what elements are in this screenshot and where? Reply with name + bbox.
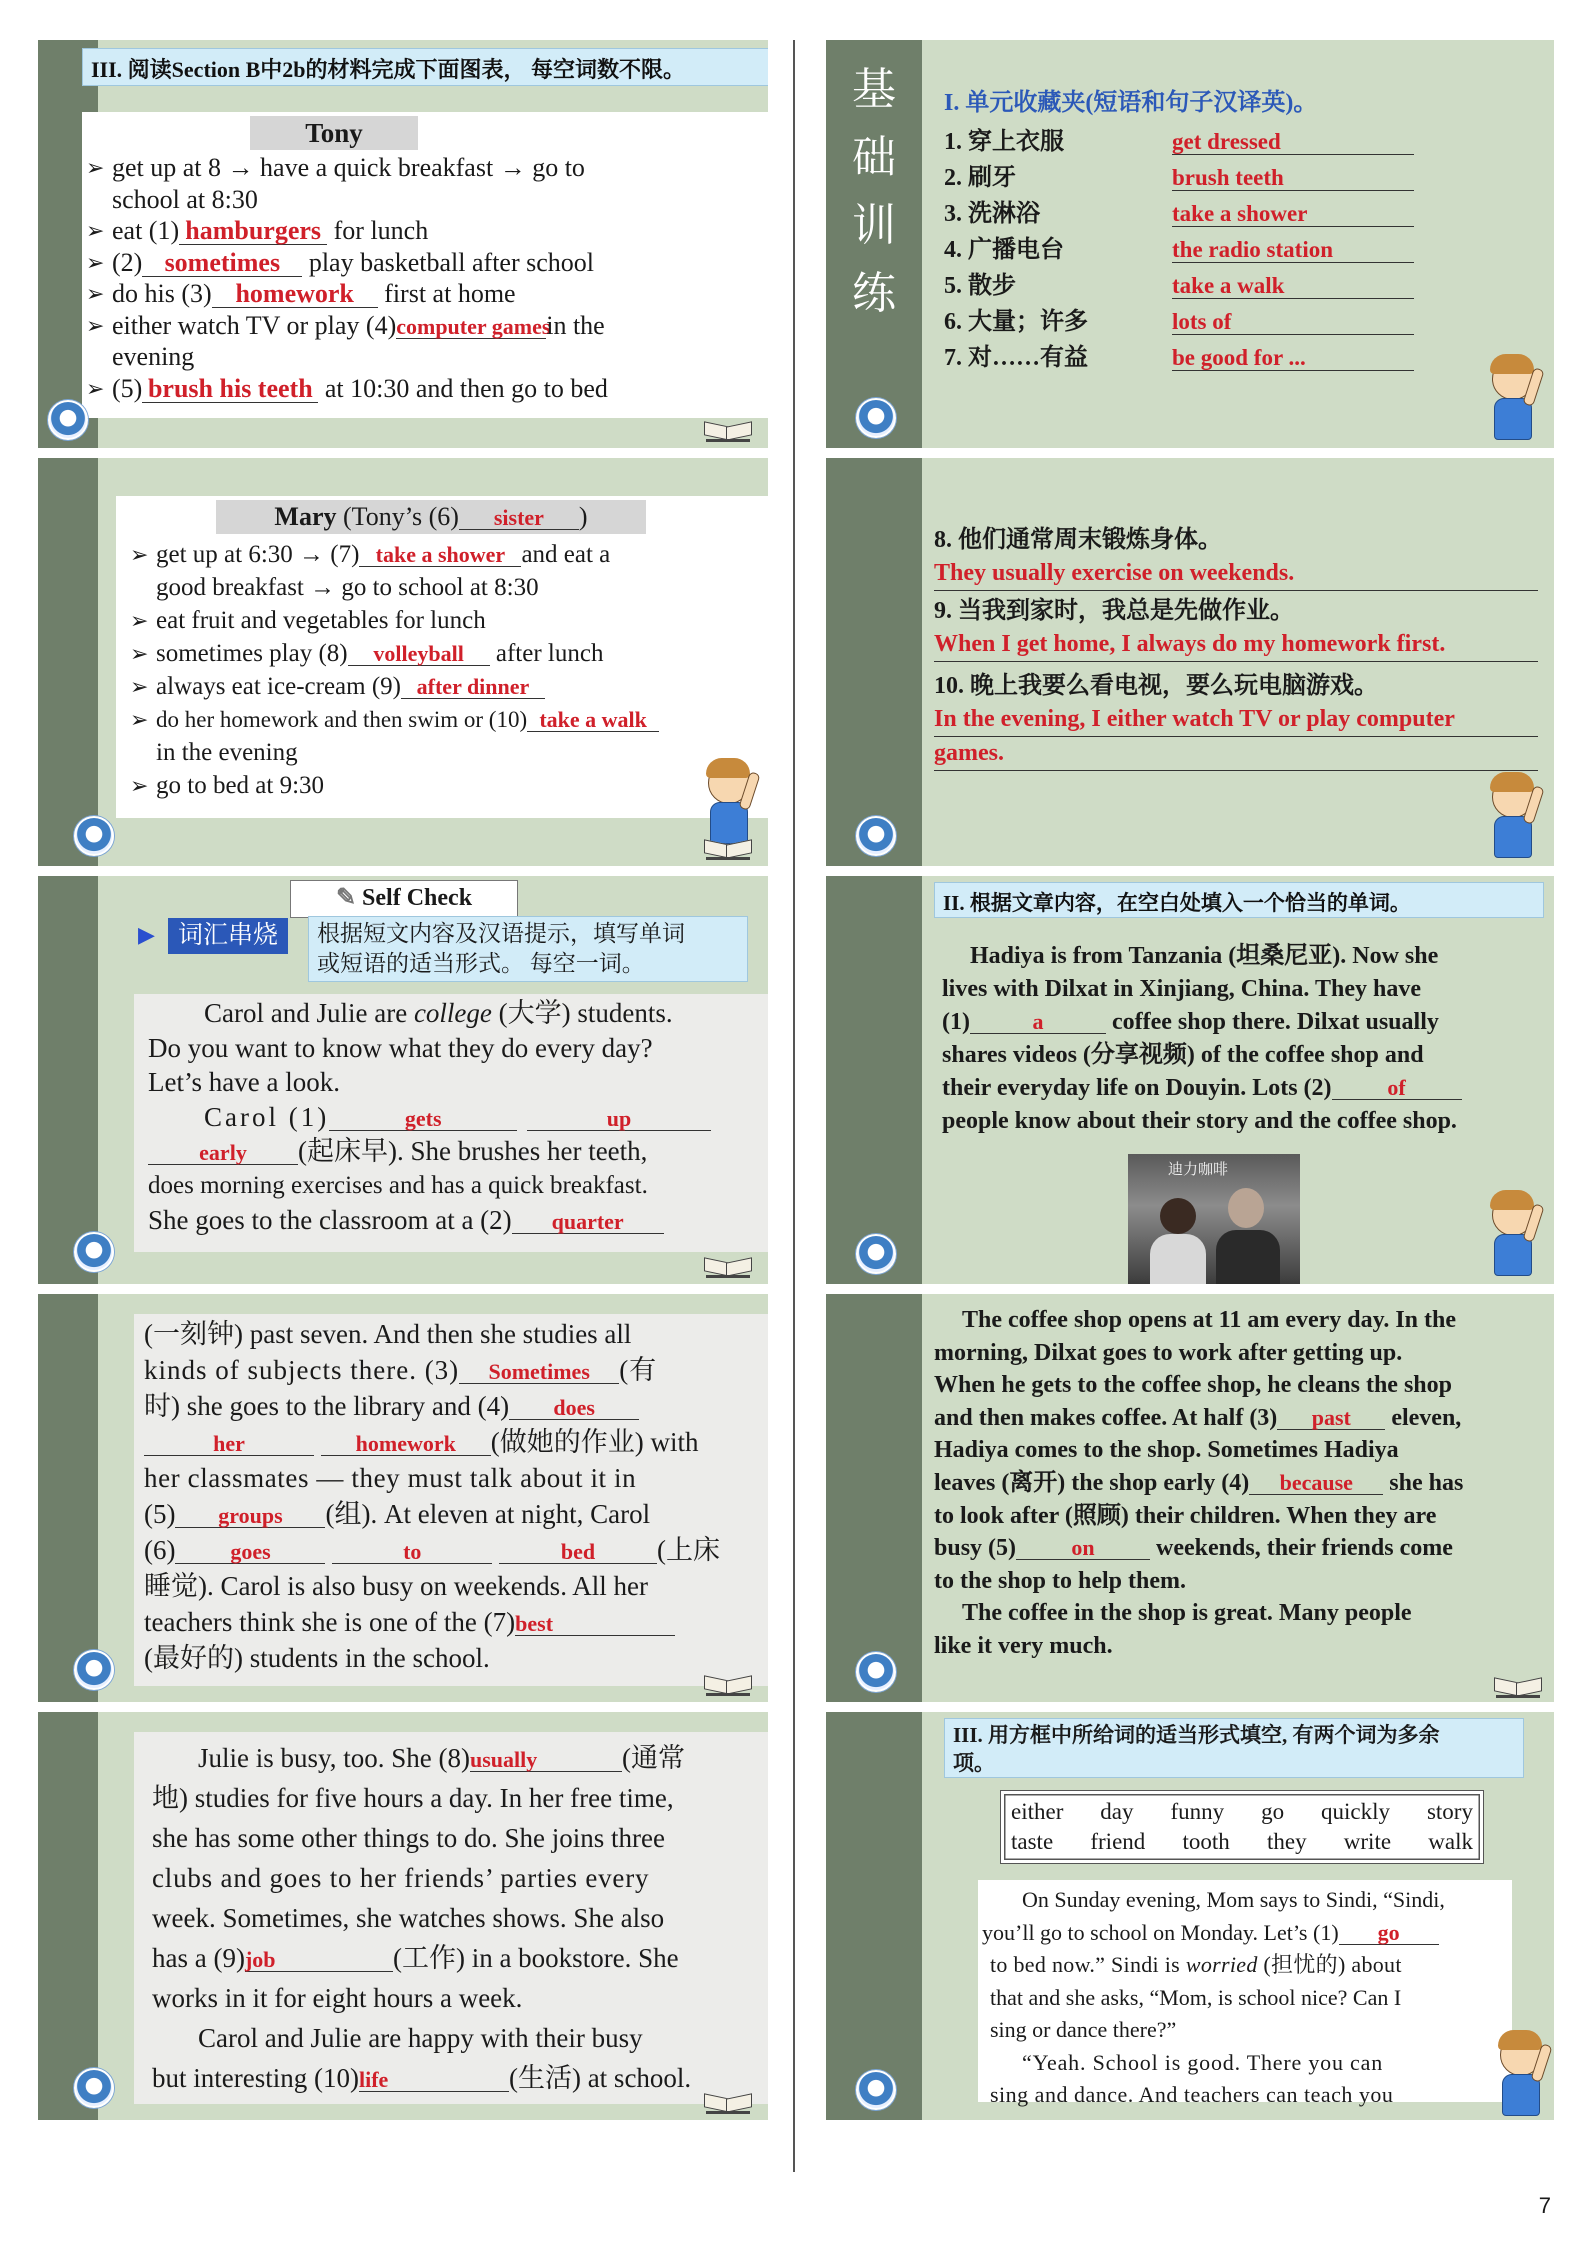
- answer-1: a: [970, 1010, 1106, 1034]
- couple-photo: [1128, 1154, 1300, 1284]
- sentence-answer-10b: games.: [934, 737, 1538, 771]
- arrow-bullet-icon: ➢: [130, 641, 149, 666]
- column-divider: [793, 40, 795, 2172]
- exercise-header: II. 根据文章内容，在空白处填入一个恰当的单词。: [934, 882, 1544, 918]
- answer-1-gets: gets: [329, 1107, 517, 1131]
- sentence-answer-10: In the evening, I either watch TV or play computer: [934, 703, 1538, 737]
- school-logo-icon: [74, 1232, 114, 1272]
- answer-5: groups: [175, 1504, 325, 1528]
- answer-1: hamburgers: [179, 217, 327, 245]
- phrase-answer: the radio station: [1172, 238, 1414, 263]
- answer-10: take a walk: [527, 708, 659, 732]
- exercise-header: III. 阅读Section B中2b的材料完成下面图表， 每空词数不限。: [82, 48, 768, 86]
- answer-1-early: early: [148, 1141, 298, 1165]
- school-logo-icon: [74, 1650, 114, 1690]
- answer-7: take a shower: [359, 543, 521, 567]
- passage-lines: The coffee shop opens at 11 am every day. In the morning, Dilxat goes to work after getting up. When he gets to the coffee shop, he cleans the shop and then makes coffee. At half (3) past eleven, Hadiya comes to the shop. Sometimes Hadiya leaves (离开) the shop early (4) because she has to look after (照顾) their children. When they are busy (5) on weekends, their friends come to the shop to help them. The coffee in the shop is great. Many people like it very much.: [934, 1307, 1464, 1659]
- sentence-answer-8: They usually exercise on weekends.: [934, 557, 1538, 591]
- slide-carol-passage: [38, 1294, 768, 1702]
- arrow-bullet-icon: ➢: [86, 281, 105, 306]
- word-option: tooth: [1182, 1829, 1230, 1854]
- open-book-icon: [702, 416, 754, 442]
- slide-sidebar: [826, 1712, 922, 2120]
- answer-6: sister: [459, 506, 579, 530]
- mary-lines: ➢ get up at 6:30 → (7) take a shower and eat a good breakfast → go to school at 8:30 ➢ eat fruit and vegetables for lunch ➢ sometimes play (8) volleyball after lunch ➢ always eat ice-cream (9) after dinner ➢ do her homework and then swim or (10) take a walk in the evening ➢ go to bed at 9:30: [130, 538, 659, 802]
- answer-8: volleyball: [348, 642, 490, 666]
- phrase-answer: take a shower: [1172, 202, 1414, 227]
- answer-6-bed: bed: [499, 1540, 657, 1564]
- word-option: day: [1100, 1799, 1134, 1824]
- answer-2: of: [1332, 1076, 1462, 1100]
- phrase-list: 1. 穿上衣服 get dressed 2. 刷牙 brush teeth 3. 洗淋浴 take a shower 4. 广播电台 the radio station 5. 散步 take a walk 6. 大量；许多 lots of 7. 对……有益 be good for ...: [944, 124, 1414, 376]
- school-logo-icon: [856, 816, 896, 856]
- self-check-label: ✎ Self Check: [290, 880, 518, 918]
- slide-mary-chart: [38, 458, 768, 866]
- passage-lines: Carol and Julie are college (大学) students. Do you want to know what they do every day? Let’s have a look. Carol (1) gets up early (起床早). She brushes her teeth, does morning exercises and has a quick breakfast. She goes to the classroom at a (2) quarter: [148, 996, 711, 1238]
- answer-1: go: [1339, 1921, 1439, 1945]
- slide-hadiya-passage: [826, 876, 1554, 1284]
- passage-lines: Hadiya is from Tanzania (坦桑尼亚). Now she lives with Dilxat in Xinjiang, China. They have (1) a coffee shop there. Dilxat usually shares videos (分享视频) of the coffee shop and their everyday life on Douyin. Lots (2) of people know about their story and the coffee shop.: [942, 940, 1462, 1138]
- exercise-header: III. 用方框中所给词的适当形式填空, 有两个词为多余 项。: [944, 1718, 1524, 1778]
- answer-5: on: [1016, 1536, 1150, 1560]
- pencil-icon: ✎: [335, 885, 357, 911]
- answer-2: sometimes: [142, 249, 302, 277]
- word-option: write: [1343, 1829, 1392, 1854]
- tony-lines: ➢ get up at 8 → have a quick breakfast → go to school at 8:30 ➢ eat (1) hamburgers for lunch ➢ (2) sometimes play basketball after school ➢ do his (3) homework first at home ➢ either watch TV or play (4)computer gamesin the evening ➢ (5) brush his teeth at 10:30 and then go to bed: [86, 153, 608, 403]
- arrow-bullet-icon: ➢: [130, 707, 149, 732]
- school-logo-icon: [856, 2070, 896, 2110]
- answer-9: job: [245, 1948, 393, 1972]
- cartoon-boy-icon: [1482, 354, 1544, 444]
- phrases-header: I. 单元收藏夹(短语和句子汉译英)。: [944, 90, 1318, 116]
- phrase-answer: get dressed: [1172, 130, 1414, 155]
- phrase-answer: lots of: [1172, 310, 1414, 335]
- slide-self-check: [38, 876, 768, 1284]
- slide-tony-chart: [38, 40, 768, 448]
- slide-sidebar: [38, 1712, 98, 2120]
- phrase-answer: take a walk: [1172, 274, 1414, 299]
- word-option: either: [1011, 1799, 1064, 1824]
- arrow-bullet-icon: ➢: [130, 542, 149, 567]
- answer-3: past: [1277, 1406, 1385, 1430]
- tony-title: Tony: [250, 116, 418, 150]
- open-book-icon: [702, 2088, 754, 2114]
- phrase-answer: brush teeth: [1172, 166, 1414, 191]
- school-logo-icon: [856, 398, 896, 438]
- arrow-bullet-icon: ➢: [86, 155, 105, 180]
- cartoon-boy-icon: [1482, 1190, 1544, 1280]
- mary-title: Mary (Tony’s (6) sister ): [216, 500, 646, 534]
- answer-4-her: her: [144, 1432, 314, 1456]
- slide-unit-phrases: [826, 40, 1554, 448]
- word-option: walk: [1428, 1829, 1473, 1854]
- answer-4: because: [1249, 1471, 1383, 1495]
- slide-word-box: [826, 1712, 1554, 2120]
- answer-8: usually: [470, 1748, 622, 1772]
- arrow-bullet-icon: ➢: [130, 674, 149, 699]
- school-logo-icon: [74, 2068, 114, 2108]
- word-option: they: [1266, 1829, 1307, 1854]
- shop-sign-text: 迪力咖啡: [1168, 1160, 1229, 1178]
- open-book-icon: [1492, 1672, 1544, 1698]
- word-option: quickly: [1321, 1799, 1390, 1824]
- answer-6-goes: goes: [175, 1540, 325, 1564]
- school-logo-icon: [74, 816, 114, 856]
- arrow-bullet-icon: ➢: [86, 375, 105, 401]
- slide-sidebar: [826, 876, 922, 1284]
- answer-4-does: does: [509, 1396, 639, 1420]
- word-option: friend: [1090, 1829, 1146, 1854]
- slide-coffee-shop: [826, 1294, 1554, 1702]
- passage-lines: (一刻钟) past seven. And then she studies all kinds of subjects there. (3) Sometimes (有 时) she goes to the library and (4) does her homework (做她的作业) with her classmates — they must talk about it in (5) groups (组). At eleven at night, Carol (6) goes to bed (上床 睡觉). Carol is also busy on weekends. All her teachers think she is one of the (7)best (最好的) students in the school.: [144, 1319, 720, 1673]
- word-option: go: [1261, 1799, 1285, 1824]
- arrow-bullet-icon: ➢: [86, 249, 105, 275]
- school-logo-icon: [48, 400, 88, 440]
- open-book-icon: [702, 834, 754, 860]
- answer-2-quarter: quarter: [512, 1210, 664, 1234]
- slide-sentence-translation: [826, 458, 1554, 866]
- slide-sidebar: [38, 876, 98, 1284]
- arrow-bullet-icon: ➢: [130, 608, 149, 633]
- arrow-bullet-icon: ➢: [86, 218, 105, 243]
- answer-3: Sometimes: [459, 1360, 619, 1384]
- open-book-icon: [702, 1252, 754, 1278]
- arrow-bullet-icon: ➢: [130, 773, 149, 798]
- answer-7: best: [515, 1612, 675, 1636]
- slide-sidebar: [826, 458, 922, 866]
- answer-9: after dinner: [401, 675, 545, 699]
- passage-lines: On Sunday evening, Mom says to Sindi, “Sindi, you’ll go to school on Monday. Let’s (1) go to bed now.” Sindi is worried (担忧的) about that and she asks, “Mom, is school nice? Can I sing or dance there?” “Yeah. School is good. There you can sing and dance. And teachers can teach you: [982, 1887, 1445, 2107]
- cartoon-boy-icon: [1482, 772, 1544, 862]
- slide-julie-passage: [38, 1712, 768, 2120]
- slide-sidebar: [826, 1294, 922, 1702]
- play-triangle-icon: ▶: [138, 922, 155, 947]
- vocab-label: 词汇串烧: [168, 918, 288, 954]
- side-title: 基 础 训 练: [852, 64, 896, 319]
- word-box: [1000, 1790, 1484, 1864]
- answer-10: life: [359, 2068, 509, 2092]
- arrow-bullet-icon: ➢: [86, 312, 105, 338]
- answer-1-up: up: [527, 1107, 711, 1131]
- word-option: taste: [1011, 1829, 1054, 1854]
- instruction-box: 根据短文内容及汉语提示，填写单词 或短语的适当形式。 每空一词。: [308, 916, 748, 982]
- answer-6-to: to: [332, 1540, 492, 1564]
- slide-sidebar: [38, 1294, 98, 1702]
- word-option: funny: [1170, 1799, 1225, 1824]
- answer-5: brush his teeth: [142, 375, 318, 403]
- answer-4-homework: homework: [321, 1432, 491, 1456]
- answer-3: homework: [212, 280, 378, 308]
- phrase-answer: be good for ...: [1172, 346, 1414, 371]
- sentence-answer-9: When I get home, I always do my homework first.: [934, 628, 1538, 662]
- page-number: 7: [1538, 2193, 1551, 2218]
- school-logo-icon: [856, 1234, 896, 1274]
- cartoon-boy-icon: [1490, 2030, 1552, 2120]
- word-option: story: [1426, 1799, 1473, 1824]
- open-book-icon: [702, 1670, 754, 1696]
- slide-sidebar: [38, 458, 98, 866]
- school-logo-icon: [856, 1652, 896, 1692]
- passage-lines: Julie is busy, too. She (8)usually (通常 地) studies for five hours a day. In her free time, she has some other things to do. She joins three clubs and goes to her friends’ parties every week. Sometimes, she watches shows. She also has a (9)job (工作) in a bookstore. She works in it for eight hours a week. Carol and Julie are happy with their busy but interesting (10)life (生活) at school.: [152, 1743, 692, 2093]
- answer-4: computer games: [396, 313, 551, 339]
- sentence-list: 8. 他们通常周末锻炼身体。 They usually exercise on weekends. 9. 当我到家时，我总是先做作业。 When I get home, I always do my homework first. 10. 晚上我要么看电视，要么玩电脑游戏。 In the evening, I either watch TV or play computer games.: [934, 524, 1538, 771]
